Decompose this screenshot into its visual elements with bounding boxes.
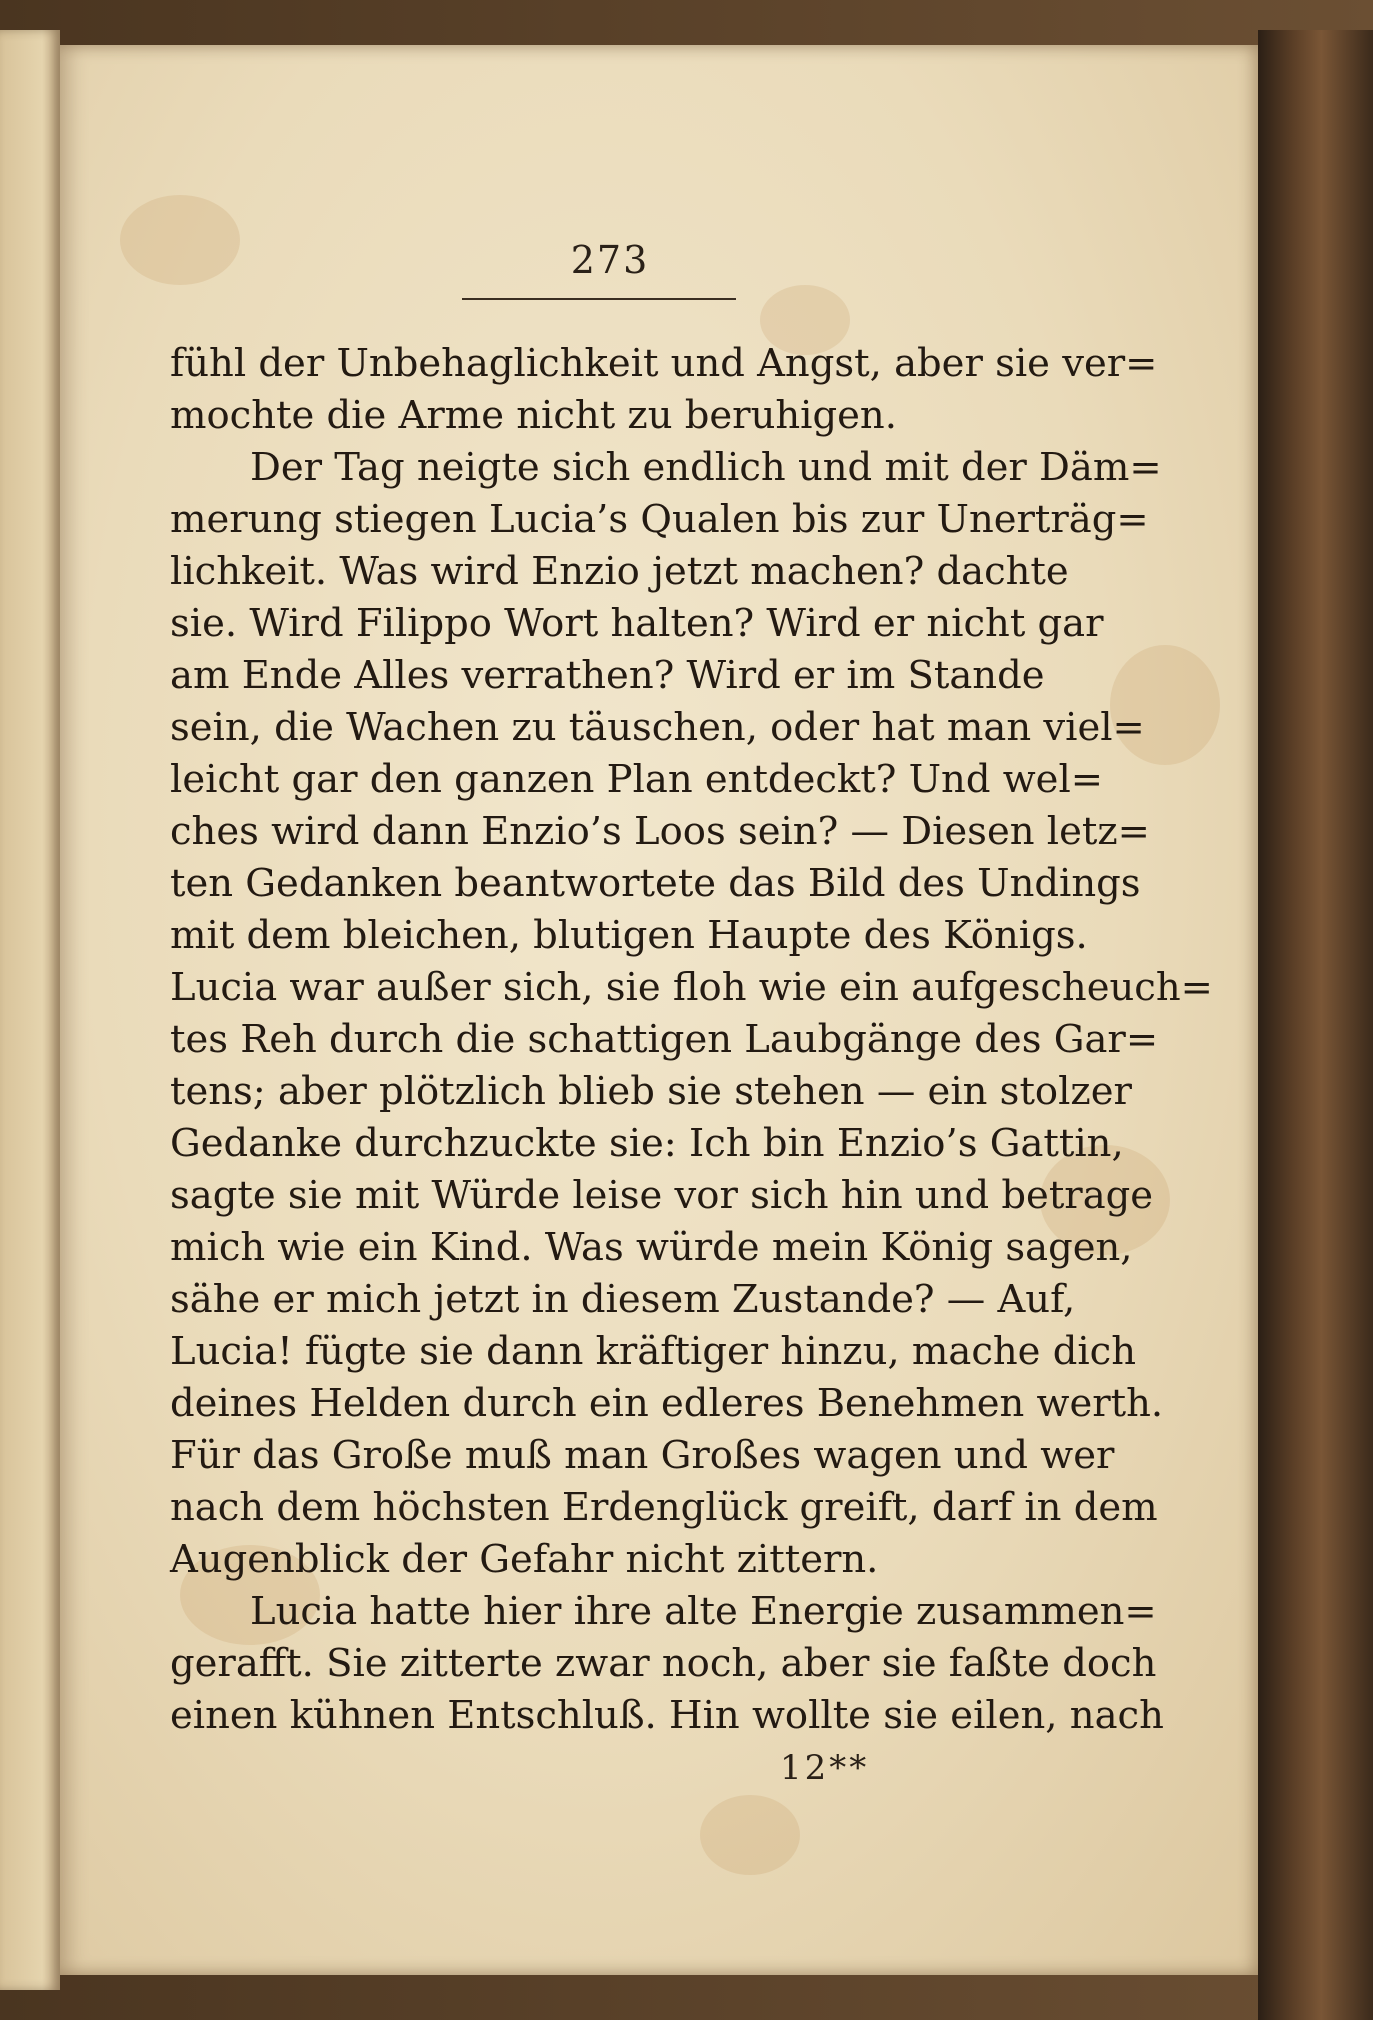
header-rule bbox=[462, 298, 736, 300]
text-line: gerafft. Sie zitterte zwar noch, aber sie faßte doch bbox=[170, 1641, 1157, 1686]
text-line: fühl der Unbehaglichkeit und Angst, aber sie ver= bbox=[170, 341, 1158, 386]
text-line: mich wie ein Kind. Was würde mein König sagen, bbox=[170, 1225, 1133, 1270]
text-line: sein, die Wachen zu täuschen, oder hat man viel= bbox=[170, 705, 1145, 750]
text-line: leicht gar den ganzen Plan entdeckt? Und wel= bbox=[170, 757, 1104, 802]
text-line: sähe er mich jetzt in diesem Zustande? — Auf, bbox=[170, 1277, 1076, 1322]
foxing-stain bbox=[700, 1795, 800, 1875]
text-line: Für das Große muß man Großes wagen und wer bbox=[170, 1433, 1115, 1478]
text-line: Augenblick der Gefahr nicht zittern. bbox=[170, 1537, 879, 1582]
text-line: Der Tag neigte sich endlich und mit der Däm= bbox=[250, 445, 1162, 490]
text-line: mit dem bleichen, blutigen Haupte des Königs. bbox=[170, 913, 1088, 958]
text-line: merung stiegen Lucia’s Qualen bis zur Unerträg= bbox=[170, 497, 1149, 542]
text-line: Gedanke durchzuckte sie: Ich bin Enzio’s Gattin, bbox=[170, 1121, 1124, 1166]
text-line: sagte sie mit Würde leise vor sich hin und betrage bbox=[170, 1173, 1154, 1218]
previous-page-edge bbox=[0, 30, 60, 1990]
text-line: ten Gedanken beantwortete das Bild des Undings bbox=[170, 861, 1141, 906]
text-line: Lucia hatte hier ihre alte Energie zusammen= bbox=[250, 1589, 1157, 1634]
text-line: nach dem höchsten Erdenglück greift, darf in dem bbox=[170, 1485, 1158, 1530]
text-line: am Ende Alles verrathen? Wird er im Stande bbox=[170, 653, 1045, 698]
text-line: tes Reh durch die schattigen Laubgänge des Gar= bbox=[170, 1017, 1159, 1062]
page-number: 273 bbox=[570, 238, 650, 282]
signature-mark: 12** bbox=[780, 1748, 870, 1788]
text-line: Lucia! fügte sie dann kräftiger hinzu, mache dich bbox=[170, 1329, 1137, 1374]
body-text bbox=[170, 338, 1213, 1742]
text-line: einen kühnen Entschluß. Hin wollte sie eilen, nach bbox=[170, 1693, 1164, 1738]
text-line: Lucia war außer sich, sie floh wie ein aufgescheuch= bbox=[170, 965, 1213, 1010]
text-line: deines Helden durch ein edleres Benehmen werth. bbox=[170, 1381, 1164, 1426]
book-spine bbox=[1258, 30, 1373, 2020]
text-line: lichkeit. Was wird Enzio jetzt machen? dachte bbox=[170, 549, 1069, 594]
text-line: mochte die Arme nicht zu beruhigen. bbox=[170, 393, 897, 438]
text-line: tens; aber plötzlich blieb sie stehen — ein stolzer bbox=[170, 1069, 1132, 1114]
text-line: ches wird dann Enzio’s Loos sein? — Diesen letz= bbox=[170, 809, 1150, 854]
text-line: sie. Wird Filippo Wort halten? Wird er nicht gar bbox=[170, 601, 1104, 646]
